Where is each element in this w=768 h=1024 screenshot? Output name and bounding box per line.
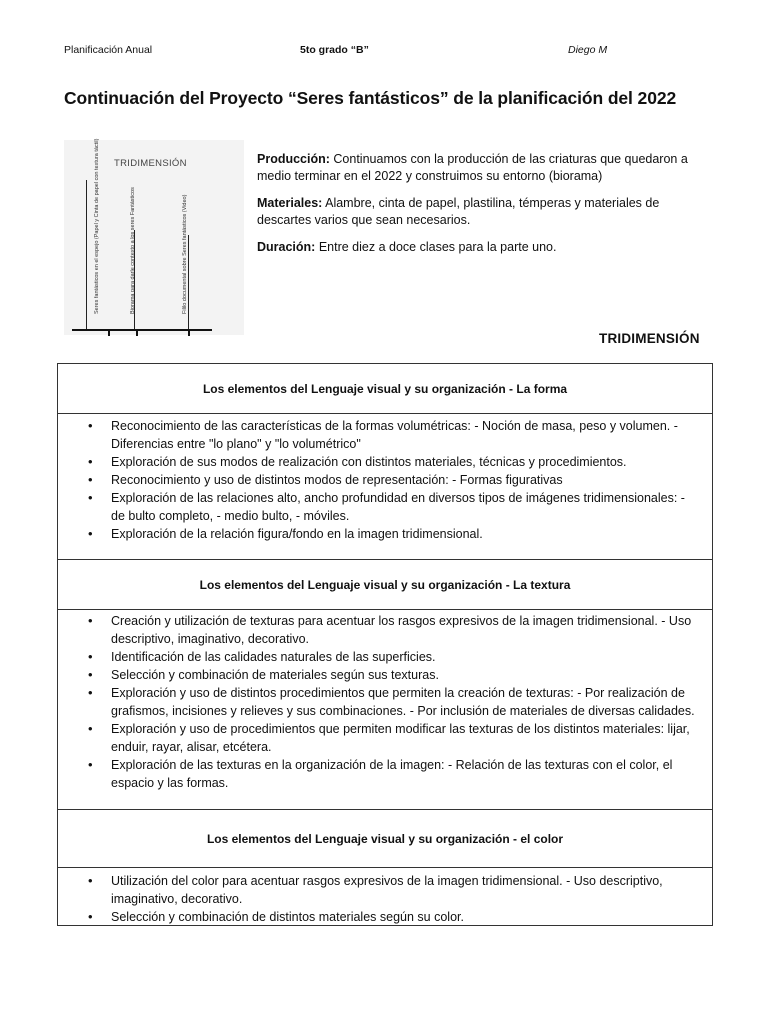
- list-item: • Exploración de las relaciones alto, ancho profundidad en diversos tipos de imágenes tridimensionales: - de bulto completo, - medio bulto, - móviles.: [58, 489, 712, 525]
- duracion-paragraph: Duración: Entre diez a doce clases para la parte uno.: [257, 240, 557, 254]
- diagram-tick: [136, 329, 138, 336]
- section-heading-textura: Los elementos del Lenguaje visual y su organización - La textura: [58, 560, 712, 610]
- list-item: • Reconocimiento y uso de distintos modos de representación: - Formas figurativas: [58, 471, 712, 489]
- materiales-paragraph: Materiales: Alambre, cinta de papel, plastilina, témperas y materiales de descartes varios que sean necesarios.: [257, 196, 660, 227]
- header-grado: 5to grado “B”: [300, 44, 369, 56]
- project-info: [257, 151, 707, 266]
- diagram-label: Biorama para darle contexto a los seres Fantásticos: [130, 187, 136, 314]
- diagram-tick: [108, 329, 110, 336]
- diagram-label: Fililo documental sobre Seres fantásticos (Video): [182, 194, 188, 314]
- header-planificacion: Planificación Anual: [64, 44, 153, 56]
- section-body-color: [58, 868, 712, 925]
- list-item: • Exploración y uso de distintos procedimientos que permiten la creación de texturas: - Por realización de grafismos, incisiones y relieves y sus combinaciones. - Por inclusión de materiales de diversas calidades.: [58, 684, 712, 720]
- section-heading-color: Los elementos del Lenguaje visual y su organización - el color: [58, 810, 712, 868]
- header-autor: Diego M: [568, 44, 608, 56]
- list-item: • Selección y combinación de distintos materiales según su color.: [58, 908, 712, 926]
- produccion-paragraph: Producción: Continuamos con la producción de las criaturas que quedaron a medio terminar en el 2022 y construimos su entorno (biorama): [257, 152, 688, 183]
- content-table: [57, 363, 713, 926]
- diagram-tick: [188, 329, 190, 336]
- diagram-label: Seres fantásticos en el espejo (Papel y Cinta de papel con textura táctil): [94, 138, 100, 314]
- section-body-forma: [58, 414, 712, 560]
- list-item: • Exploración y uso de procedimientos que permiten modificar las texturas de los distintos materiales: lijar, enduir, rayar, alisar, etcétera.: [58, 720, 712, 756]
- diagram-axis: [72, 329, 212, 331]
- diagram-line: [86, 180, 87, 330]
- document-title: Continuación del Proyecto “Seres fantásticos” de la planificación del 2022: [64, 88, 677, 108]
- diagram-title: TRIDIMENSIÓN: [114, 158, 187, 169]
- list-item: • Exploración de las texturas en la organización de la imagen: - Relación de las texturas con el color, el espacio y las formas.: [58, 756, 712, 792]
- list-item: • Utilización del color para acentuar rasgos expresivos de la imagen tridimensional. - Uso descriptivo, imaginativo, decorativo.: [58, 872, 712, 908]
- section-heading-forma: Los elementos del Lenguaje visual y su organización - La forma: [58, 364, 712, 414]
- list-item: • Creación y utilización de texturas para acentuar los rasgos expresivos de la imagen tridimensional. - Uso descriptivo, imaginativo, decorativo.: [58, 612, 712, 648]
- diagram-background: [64, 140, 244, 335]
- section-label: TRIDIMENSIÓN: [599, 331, 700, 346]
- tridimension-diagram: [64, 140, 244, 340]
- list-item: • Selección y combinación de materiales según sus texturas.: [58, 666, 712, 684]
- list-item: • Identificación de las calidades naturales de las superficies.: [58, 648, 712, 666]
- list-item: • Exploración de sus modos de realización con distintos materiales, técnicas y procedimientos.: [58, 453, 712, 471]
- list-item: • Reconocimiento de las características de la formas volumétricas: - Noción de masa, peso y volumen. - Diferencias entre "lo plano" y "lo volumétrico": [58, 417, 712, 453]
- section-body-textura: [58, 610, 712, 810]
- list-item: • Exploración de la relación figura/fondo en la imagen tridimensional.: [58, 525, 712, 543]
